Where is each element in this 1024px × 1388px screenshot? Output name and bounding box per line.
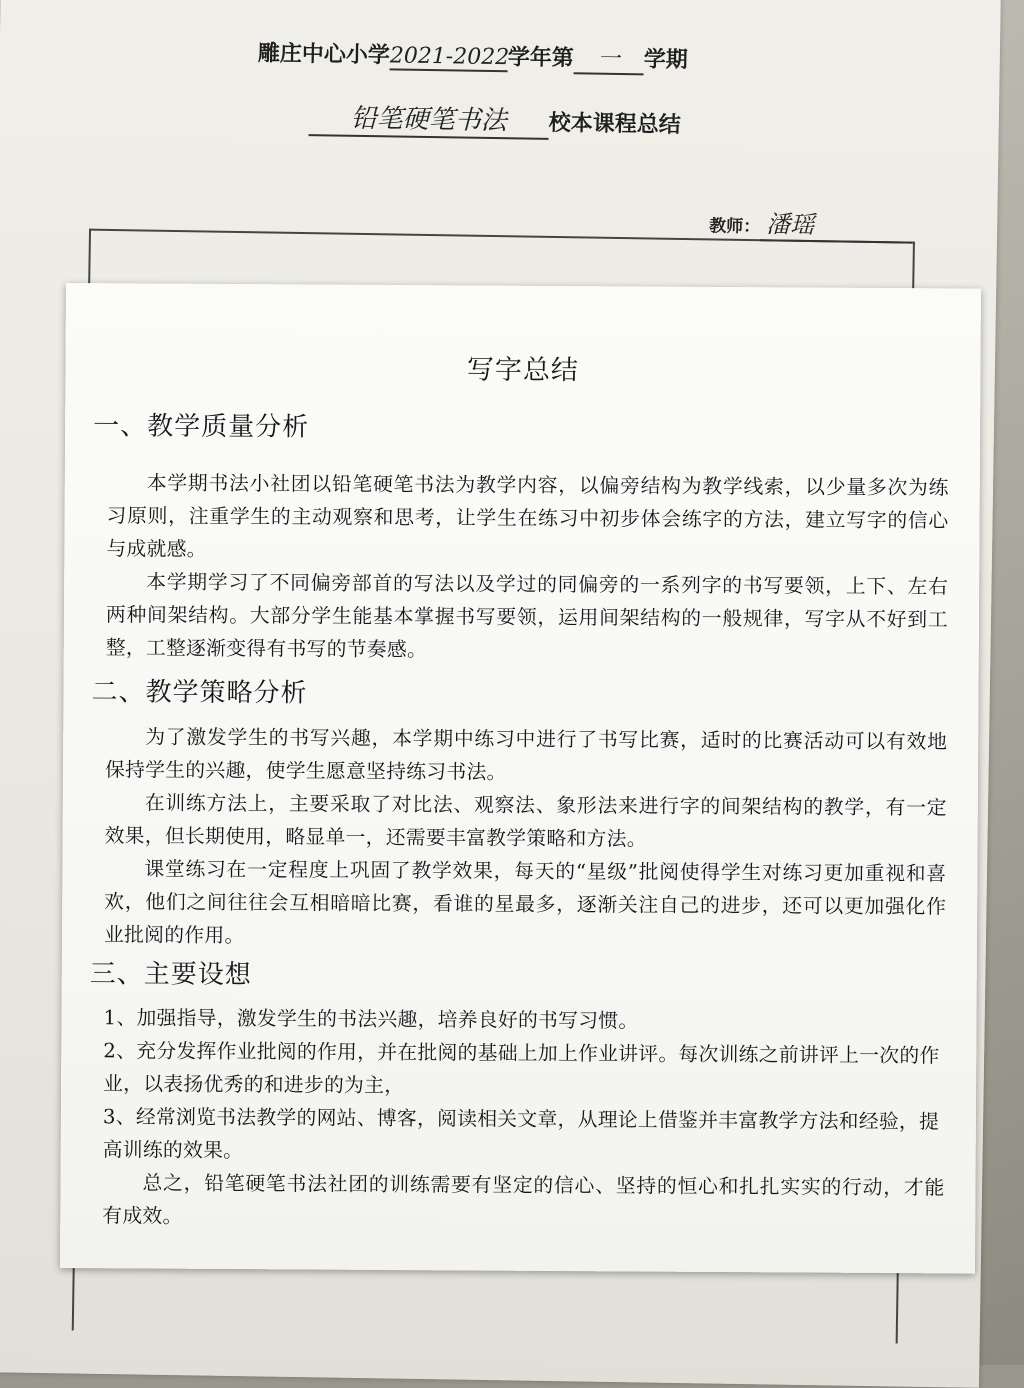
- plan-item-2: 2、充分发挥作业批阅的作用，并在批阅的基础上加上作业讲评。每次训练之前讲评上一次的作业，以表扬优秀的和进步的为主，: [103, 1039, 940, 1098]
- form-header-term: [258, 36, 689, 76]
- term-suffix: 学期: [643, 47, 688, 74]
- plan-item-1: 1、加强指导，激发学生的书法兴趣，培养良好的书写习惯。: [103, 1006, 639, 1033]
- quality-paragraph-2: 本学期学习了不同偏旁部首的写法以及学过的同偏旁的一系列字的书写要领，上下、左右两种间架结构。大部分学生能基本掌握书写要领，运用间架结构的一般规律，写字从不好到工整，工整逐渐变得有书写的节奏感。: [105, 570, 949, 662]
- strategy-paragraph-2: 在训练方法上，主要采取了对比法、观察法、象形法来进行字的间架结构的教学，有一定效果，但长期使用，略显单一，还需要丰富教学策略和方法。: [104, 791, 947, 851]
- year-suffix: 学年第: [507, 45, 574, 72]
- quality-paragraph-1: 本学期书法小社团以铅笔硬笔书法为教学内容，以偏旁结构为教学线索，以少量多次为练习原则，注重学生的主动观察和思考，让学生在练习中初步体会练字的方法，建立写字的信心与成就感。: [106, 471, 949, 561]
- teacher-label: 教师：: [708, 216, 761, 238]
- closing-paragraph: 总之，铅笔硬笔书法社团的训练需要有坚定的信心、坚持的恒心和扎扎实实的行动，才能有成效。: [102, 1171, 945, 1228]
- plan-item-3: 3、经常浏览书法教学的网站、博客，阅读相关文章，从理论上借鉴并丰富教学方法和经验，提高训练的效果。: [102, 1105, 940, 1163]
- teacher-signature-line: [709, 203, 913, 243]
- writing-summary-sheet: [60, 283, 981, 1274]
- school-name: 雕庄中心小学: [257, 41, 391, 69]
- course-suffix: 校本课程总结: [548, 110, 681, 138]
- section-heading-strategy: 二、教学策略分析: [91, 677, 308, 709]
- course-name-handwritten: 铅笔硬笔书法: [309, 97, 550, 140]
- school-year-handwritten: 2021-2022: [389, 43, 510, 71]
- form-header-course: [309, 97, 682, 142]
- strategy-paragraph-3: 课堂练习在一定程度上巩固了教学效果，每天的“星级”批阅使得学生对练习更加重视和喜欢，他们之间往往会互相暗暗比赛，看谁的星最多，逐渐关注自己的进步，还可以更加强化作业批阅的作用。: [103, 857, 947, 948]
- strategy-paragraph-1: 为了激发学生的书写兴趣，本学期中练习中进行了书写比赛，适时的比赛活动可以有效地保持学生的兴趣，使学生愿意坚持练习书法。: [104, 725, 948, 784]
- term-number-handwritten: 一: [574, 41, 645, 75]
- section-heading-quality: 一、教学质量分析: [93, 411, 310, 443]
- section-heading-plans: 三、主要设想: [89, 959, 252, 991]
- summary-title: 写字总结: [466, 354, 580, 387]
- teacher-signature: 潘瑶: [760, 204, 913, 243]
